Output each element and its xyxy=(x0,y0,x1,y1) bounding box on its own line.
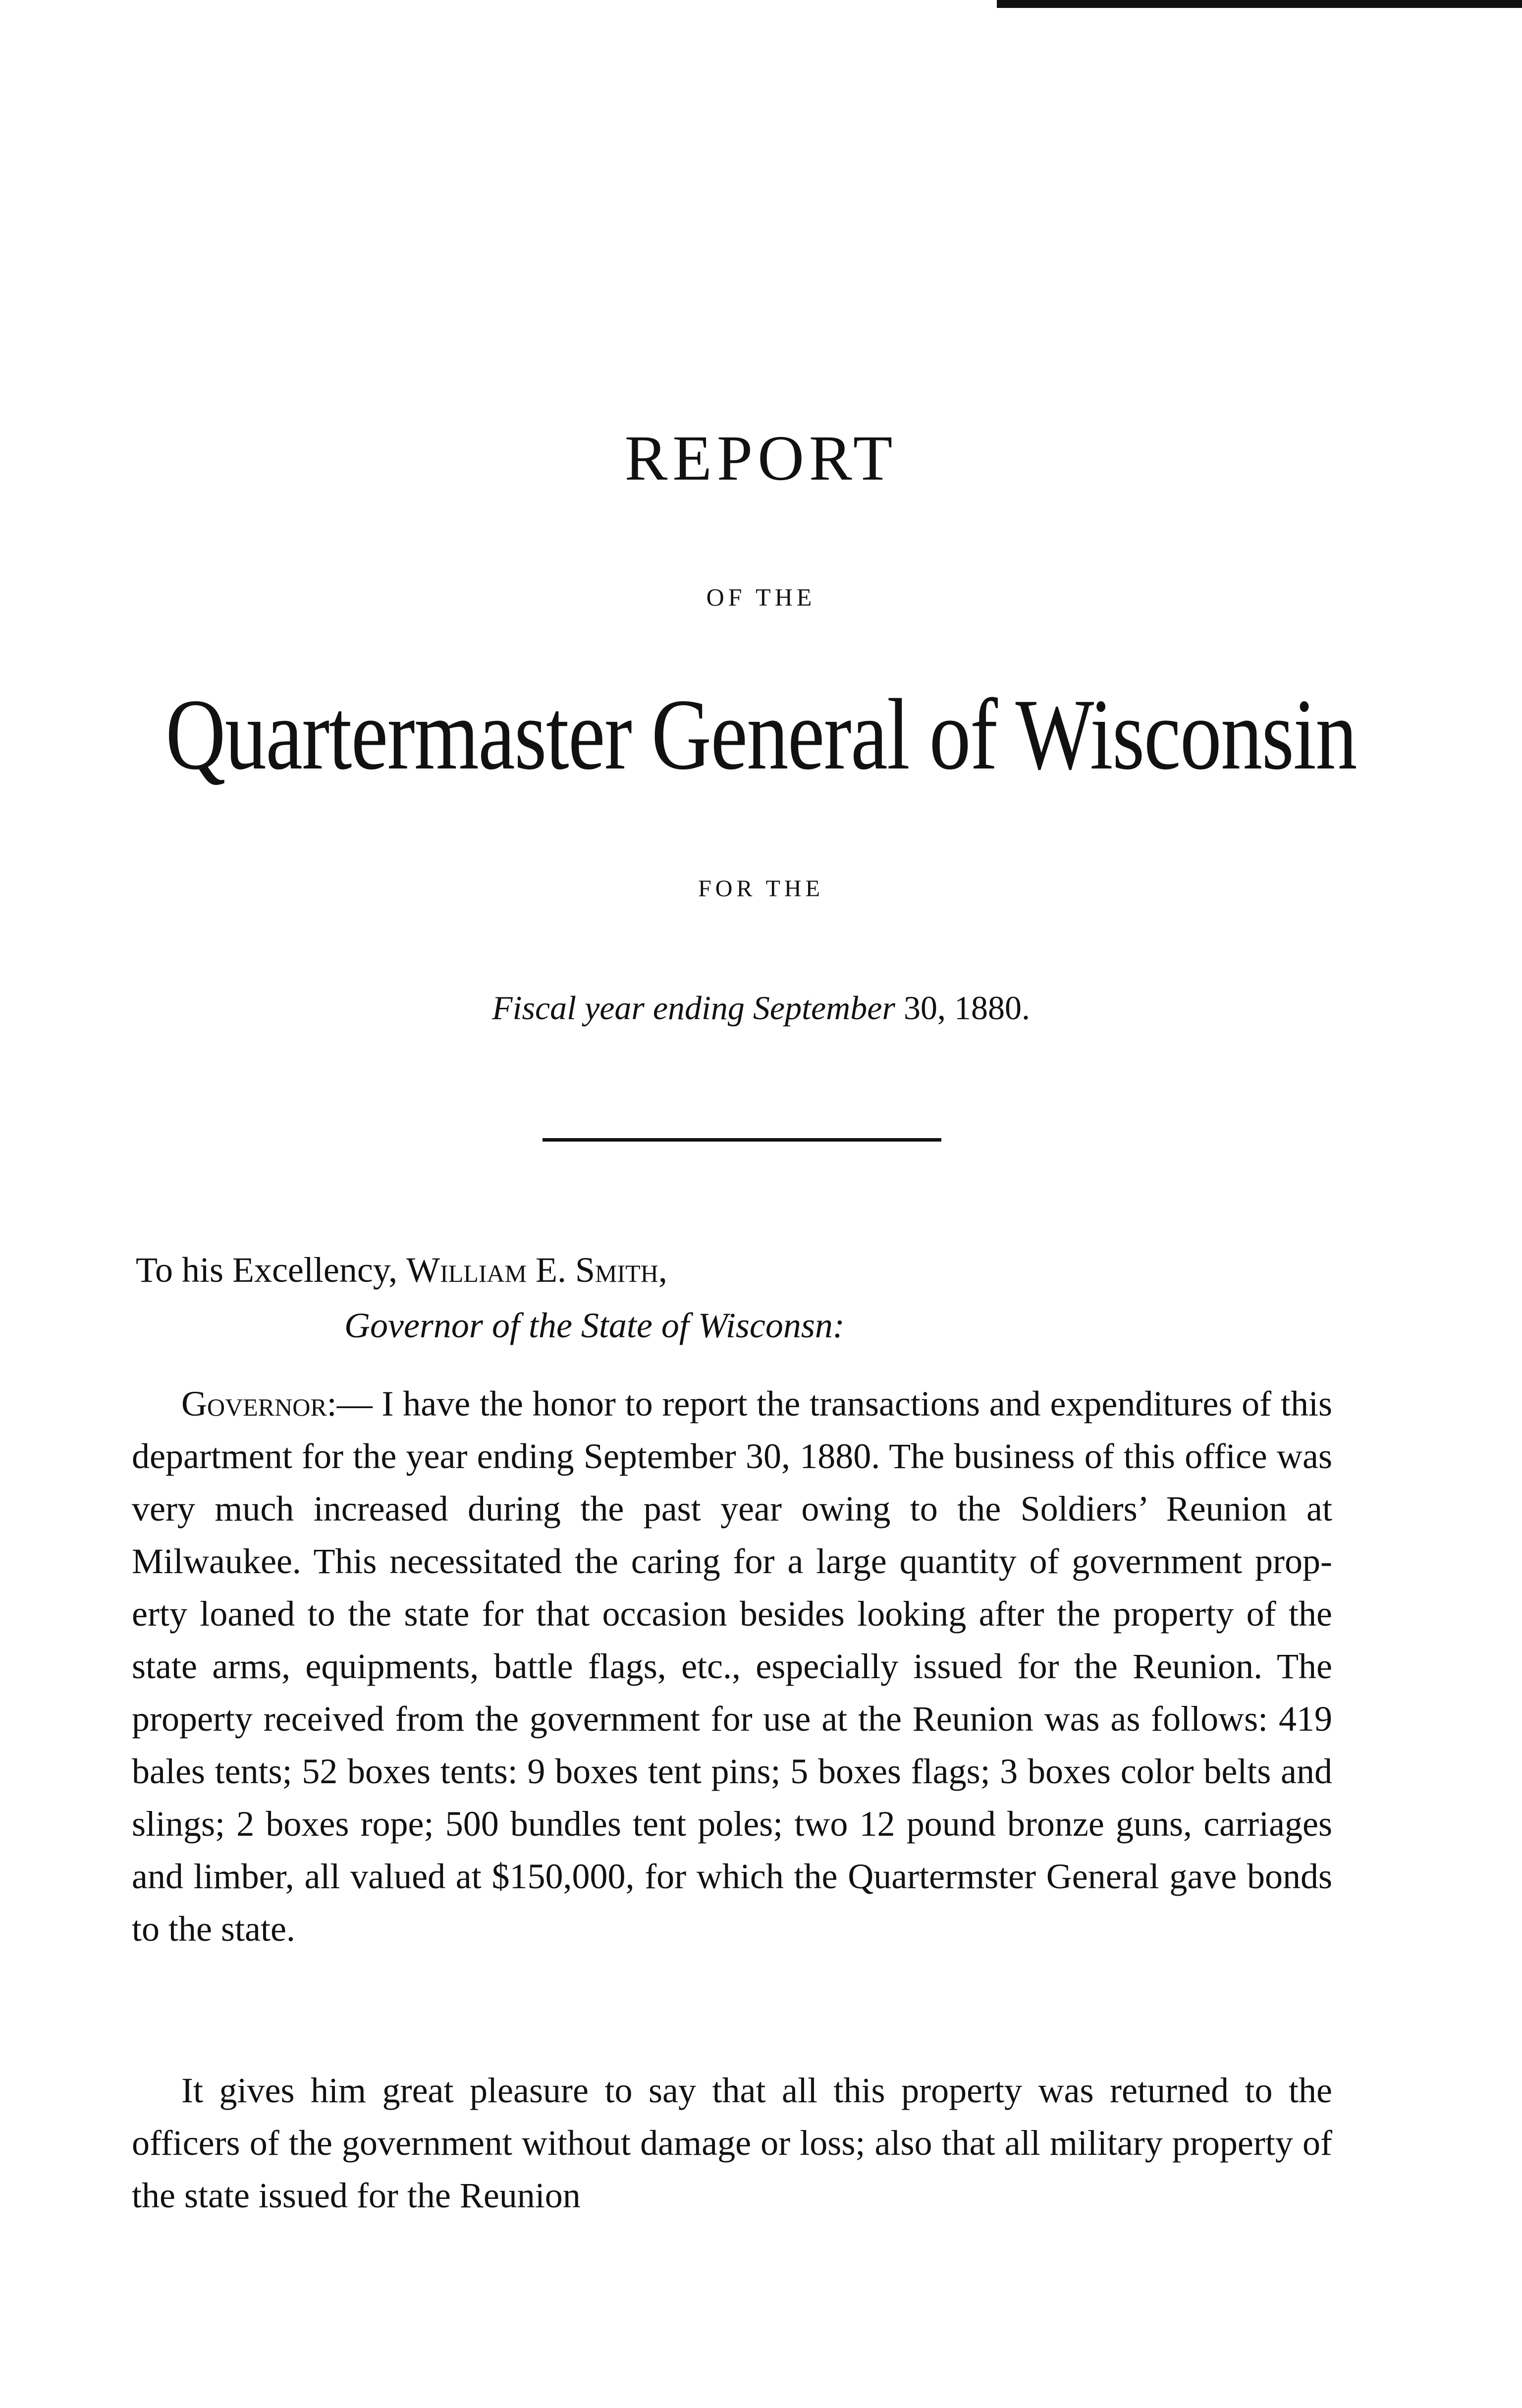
document-main-title: Quartermaster General of Wisconsin xyxy=(165,678,1357,791)
address-prefix: To his Excellency, xyxy=(136,1250,398,1290)
salutation: Governor: xyxy=(181,1384,337,1423)
title-divider xyxy=(543,1138,941,1142)
fiscal-year-line xyxy=(0,991,1522,1025)
page-edge-rule xyxy=(997,0,1522,8)
address-line xyxy=(136,1249,667,1291)
fiscal-year-date: 30, 1880. xyxy=(903,989,1030,1027)
addressee-title: Governor of the State of Wisconsn: xyxy=(344,1306,845,1345)
for-the-line: FOR THE xyxy=(698,876,824,902)
body-paragraph-2: It gives him great pleasure to say that all this property was returned to the officers of the government without damage or loss; also that all military property of the state issued for the Reunion xyxy=(132,2071,1332,2215)
addressee-name: William E. Smith, xyxy=(406,1250,667,1290)
body-paragraph-1 xyxy=(132,1377,1332,1955)
of-the-line: OF THE xyxy=(706,583,816,611)
report-title: REPORT xyxy=(624,423,898,494)
fiscal-year-label: Fiscal year ending September xyxy=(492,989,895,1027)
paragraph-1-text: — I have the honor to report the transactions and expenditures of this department for the year ending September 30, 1880. The business of this office was very much increased during the past year owing to the Soldiers’ Reunion at Milwaukee. This necessitated the caring for a large quantity of government property loaned to the state for that occasion besides looking after the property of the state arms, equipments, battle flags, etc., especially issued for the Reunion. The property received from the government for use at the Reunion was as follows: 419 bales tents; 52 boxes tents: 9 boxes tent pins; 5 boxes flags; 3 boxes color belts and slings; 2 boxes rope; 500 bundles tent poles; two 12 pound bronze guns, carriages and limber, all valued at $150,000, for which the Quartermster General gave bonds to the state. xyxy=(132,1384,1332,1949)
